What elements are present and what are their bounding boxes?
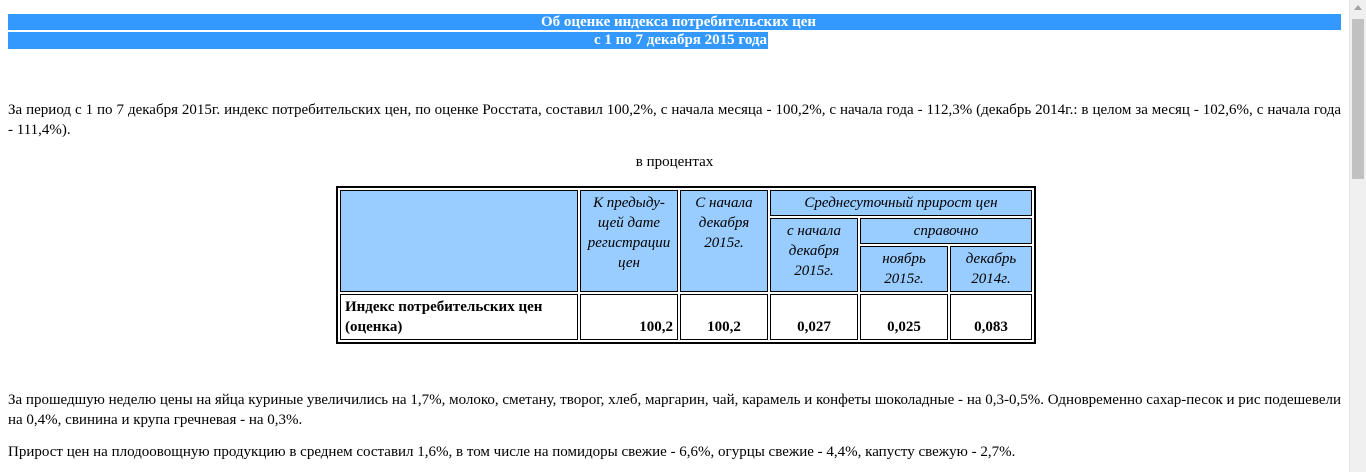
header-daily-since-december: с начала декабря 2015г. xyxy=(770,218,858,292)
header-prev-date: К предыду-щей дате регистрации цен xyxy=(580,190,678,292)
value-november-2015: 0,025 xyxy=(860,294,948,340)
value-since-december: 100,2 xyxy=(680,294,768,340)
row-label-cpi: Индекс потребительских цен (оценка) xyxy=(340,294,578,340)
header-daily-growth: Среднесуточный прирост цен xyxy=(770,190,1032,216)
header-december-2014: декабрь 2014г. xyxy=(950,246,1032,292)
title-highlight-line1 xyxy=(8,14,1341,30)
scrollbar-thumb[interactable] xyxy=(1352,19,1364,179)
header-since-december: С начала декабря 2015г. xyxy=(680,190,768,292)
header-reference: справочно xyxy=(860,218,1032,244)
intro-paragraph: За период с 1 по 7 декабря 2015г. индекс потребительских цен, по оценке Росстата, составил 100,2%, с начала месяца - 100,2%, с начала года - 112,3% (декабрь 2014г.: в целом за месяц - 102,6%, с начала года - 111,4%). xyxy=(8,102,1341,138)
vegetables-paragraph: Прирост цен на плодоовощную продукцию в среднем составил 1,6%, в том числе на помидоры свежие - 6,6%, огурцы свежие - 4,4%, капусту свежую - 2,7%. xyxy=(8,444,1016,460)
title-highlight-line2 xyxy=(8,32,768,49)
value-prev-date: 100,2 xyxy=(580,294,678,340)
value-daily-since-december: 0,027 xyxy=(770,294,858,340)
page-title-line2: с 1 по 7 декабря 2015 года xyxy=(593,32,767,48)
cpi-table xyxy=(336,186,1036,344)
prices-paragraph: За прошедшую неделю цены на яйца куриные увеличились на 1,7%, молоко, сметану, творог, хлеб, маргарин, чай, карамель и конфеты шоколадные - на 0,3-0,5%. Одновременно сахар-песок и рис подешевели на 0,4%, свинина и крупа гречневая - на 0,3%. xyxy=(8,392,1341,428)
chevron-up-icon xyxy=(1354,5,1362,10)
header-empty-cell xyxy=(340,190,578,292)
vertical-scrollbar[interactable] xyxy=(1349,0,1366,472)
page-title-line1: Об оценке индекса потребительских цен xyxy=(540,14,817,30)
header-november-2015: ноябрь 2015г. xyxy=(860,246,948,292)
value-december-2014: 0,083 xyxy=(950,294,1032,340)
units-caption: в процентах xyxy=(635,154,714,170)
scroll-up-button[interactable] xyxy=(1350,0,1366,17)
